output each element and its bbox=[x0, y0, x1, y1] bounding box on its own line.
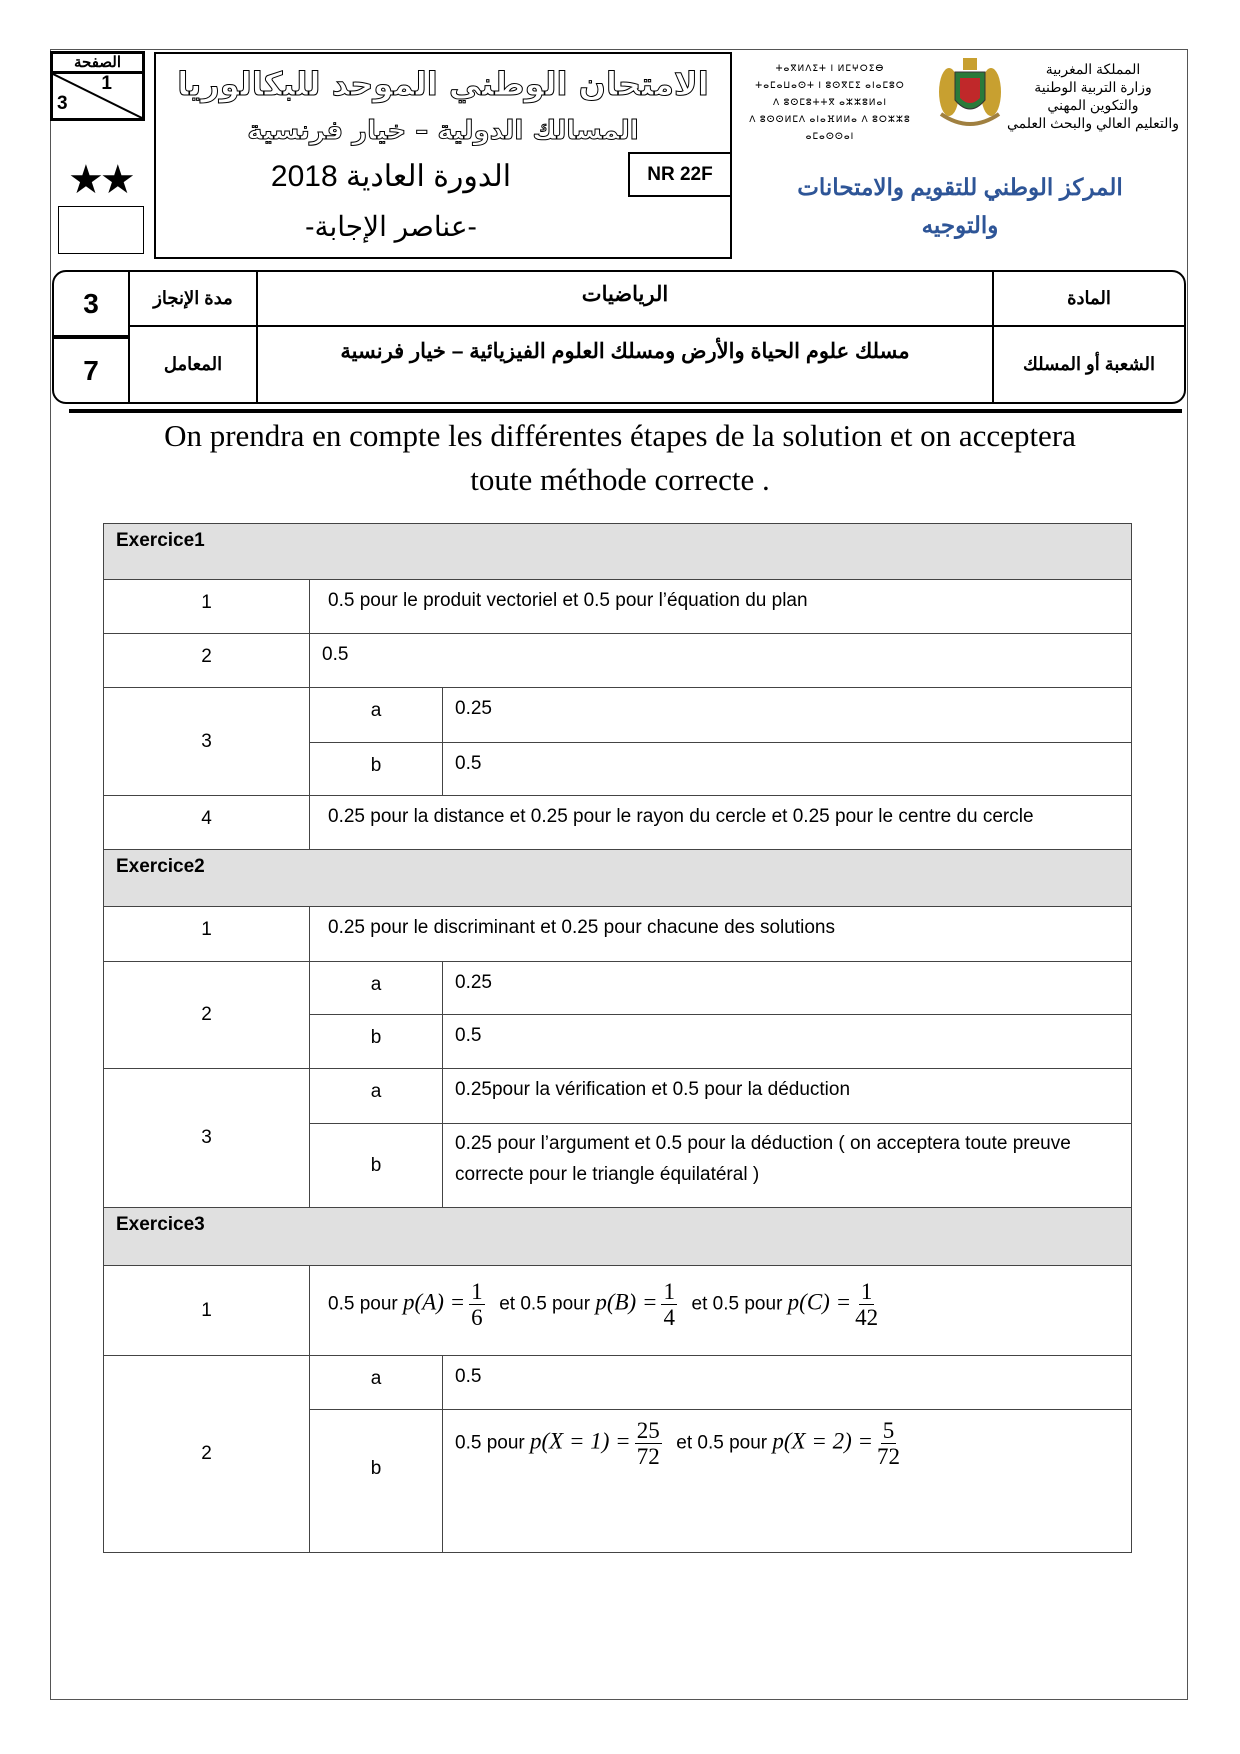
sub-question: b bbox=[310, 1124, 443, 1208]
question-number: 2 bbox=[104, 634, 310, 688]
grading-text: 0.25 bbox=[443, 962, 1132, 1015]
text: et 0.5 pour bbox=[691, 1293, 783, 1315]
sub-question: b bbox=[310, 1410, 443, 1553]
formula: p(B) = bbox=[595, 1289, 658, 1315]
ministry-name bbox=[1000, 60, 1186, 132]
duration-label: مدة الإنجاز bbox=[128, 270, 258, 327]
table-row bbox=[104, 1069, 1132, 1124]
subject-info bbox=[52, 270, 1186, 404]
sub-question: b bbox=[310, 743, 443, 796]
exam-title: الامتحان الوطني الموحد للبكالوريا bbox=[177, 65, 709, 103]
answers-label: -عناصر الإجابة- bbox=[305, 211, 477, 242]
denominator: 4 bbox=[663, 1305, 675, 1330]
denominator: 42 bbox=[855, 1305, 879, 1330]
grading-text: 0.5 bbox=[443, 743, 1132, 796]
divider bbox=[69, 409, 1182, 413]
ministry-line: والتكوين المهني bbox=[1047, 97, 1139, 113]
duration-value: 3 bbox=[52, 270, 130, 337]
fraction bbox=[855, 1279, 878, 1330]
sub-question: a bbox=[310, 688, 443, 743]
exercise-header bbox=[104, 1208, 1132, 1266]
question-number: 1 bbox=[104, 907, 310, 962]
denominator: 72 bbox=[636, 1444, 660, 1469]
sub-question: b bbox=[310, 1015, 443, 1069]
table-row bbox=[104, 580, 1132, 634]
track-label: الشعبة أو المسلك bbox=[992, 325, 1186, 404]
text: 0.5 pour bbox=[455, 1432, 525, 1454]
text: et 0.5 pour bbox=[499, 1293, 591, 1315]
fraction bbox=[635, 1418, 662, 1469]
coefficient-value: 7 bbox=[52, 337, 130, 404]
text: et 0.5 pour bbox=[676, 1432, 768, 1454]
coat-of-arms-icon bbox=[935, 52, 1005, 127]
exam-code: NR 22F bbox=[628, 152, 732, 197]
question-number: 2 bbox=[104, 1356, 310, 1553]
stars-icon: ★★ bbox=[68, 158, 132, 202]
grading-text: 0.5 pour le produit vectoriel et 0.5 pour l’équation du plan bbox=[310, 580, 1132, 634]
table-row bbox=[104, 634, 1132, 688]
grading-text: 0.5 bbox=[443, 1356, 1132, 1410]
numerator: 5 bbox=[882, 1418, 895, 1443]
exercise-header bbox=[104, 524, 1132, 580]
text: 0.5 pour bbox=[328, 1293, 398, 1315]
grading-text: 0.25pour la vérification et 0.5 pour la déduction bbox=[443, 1069, 1132, 1124]
sub-question: a bbox=[310, 1069, 443, 1124]
grading-table bbox=[103, 523, 1132, 1553]
center-name bbox=[770, 168, 1150, 244]
formula: p(C) = bbox=[787, 1289, 852, 1315]
page-label: الصفحة bbox=[53, 54, 142, 74]
grading-text: 0.25 bbox=[443, 688, 1132, 743]
grading-text: 0.5 bbox=[310, 634, 1132, 688]
numerator: 1 bbox=[663, 1279, 675, 1304]
grading-text: 0.25 pour l’argument et 0.5 pour la déduction ( on acceptera toute preuve correcte pour le triangle équilatéral ) bbox=[443, 1124, 1132, 1208]
exercise-title: Exercice3 bbox=[104, 1208, 1132, 1266]
tifinagh-ministry-name bbox=[730, 60, 930, 145]
numerator: 1 bbox=[471, 1279, 483, 1304]
exam-subtitle: المسالك الدولية – خيار فرنسية bbox=[247, 116, 639, 146]
table-row bbox=[104, 907, 1132, 962]
denominator: 72 bbox=[877, 1444, 901, 1469]
empty-box bbox=[58, 206, 144, 254]
exam-session: الدورة العادية 2018 bbox=[270, 160, 512, 193]
question-number: 4 bbox=[104, 796, 310, 850]
tifinagh-line: ⴷ ⵓⵙⵙⵍⵎⴷ ⴰⵏⴰⴼⵍⵍⴰ ⴷ ⵓⵔⵣⵣⵓ ⴰⵎⴰⵙⵙⴰⵏ bbox=[749, 114, 911, 141]
table-row bbox=[104, 1266, 1132, 1356]
center-line: المركز الوطني للتقويم والامتحانات bbox=[797, 174, 1123, 200]
grading-text bbox=[443, 1410, 1132, 1553]
tifinagh-line: ⵜⴰⵎⴰⵡⴰⵙⵜ ⵏ ⵓⵙⴳⵎⵉ ⴰⵏⴰⵎⵓⵔ bbox=[755, 80, 905, 90]
fraction bbox=[877, 1418, 900, 1469]
page-number-box bbox=[50, 51, 145, 121]
numerator: 25 bbox=[636, 1418, 660, 1443]
page-number: 1 bbox=[101, 73, 112, 94]
grading-text: 0.25 pour la distance et 0.25 pour le rayon du cercle et 0.25 pour le centre du cercle bbox=[310, 796, 1132, 850]
grading-text: 0.5 bbox=[443, 1015, 1132, 1069]
question-number: 2 bbox=[104, 962, 310, 1069]
tifinagh-line: ⵜⴰⴳⵍⴷⵉⵜ ⵏ ⵍⵎⵖⵔⵉⴱ bbox=[775, 63, 885, 73]
ministry-line: وزارة التربية الوطنية bbox=[1034, 79, 1152, 95]
formula: p(X = 2) = bbox=[772, 1428, 874, 1454]
grading-text bbox=[310, 1266, 1132, 1356]
formula: p(X = 1) = bbox=[530, 1428, 631, 1454]
table-row bbox=[104, 1356, 1132, 1410]
tifinagh-line: ⴷ ⵓⵙⵎⵓⵜⵜⴳ ⴰⵣⵣⵓⵍⴰⵏ bbox=[773, 97, 887, 107]
track-value: مسلك علوم الحياة والأرض ومسلك العلوم الفيزيائية – خيار فرنسية bbox=[256, 325, 994, 404]
subject-label: المادة bbox=[992, 270, 1186, 327]
fraction bbox=[469, 1279, 485, 1330]
table-row bbox=[104, 962, 1132, 1015]
sub-question: a bbox=[310, 962, 443, 1015]
sub-question: a bbox=[310, 1356, 443, 1410]
question-number: 3 bbox=[104, 1069, 310, 1208]
page-total: 3 bbox=[57, 93, 68, 114]
coefficient-label: المعامل bbox=[128, 325, 258, 404]
center-line: والتوجيه bbox=[921, 212, 999, 238]
exercise-header bbox=[104, 850, 1132, 907]
table-row bbox=[104, 688, 1132, 743]
ministry-line: والتعليم العالي والبحث العلمي bbox=[1006, 115, 1180, 131]
subject-value: الرياضيات bbox=[256, 270, 994, 327]
ministry-line: المملكة المغربية bbox=[1045, 61, 1141, 77]
fraction bbox=[661, 1279, 677, 1330]
question-number: 3 bbox=[104, 688, 310, 796]
exercise-title: Exercice2 bbox=[104, 850, 1132, 907]
formula: p(A) = bbox=[403, 1289, 466, 1315]
denominator: 6 bbox=[471, 1305, 483, 1330]
intro-text: On prendra en compte les différentes étapes de la solution et on acceptera toute méthode correcte . bbox=[164, 418, 1076, 497]
numerator: 1 bbox=[860, 1279, 873, 1304]
grading-text: 0.25 pour le discriminant et 0.25 pour chacune des solutions bbox=[310, 907, 1132, 962]
exercise-title: Exercice1 bbox=[104, 524, 1132, 580]
table-row bbox=[104, 796, 1132, 850]
question-number: 1 bbox=[104, 1266, 310, 1356]
question-number: 1 bbox=[104, 580, 310, 634]
